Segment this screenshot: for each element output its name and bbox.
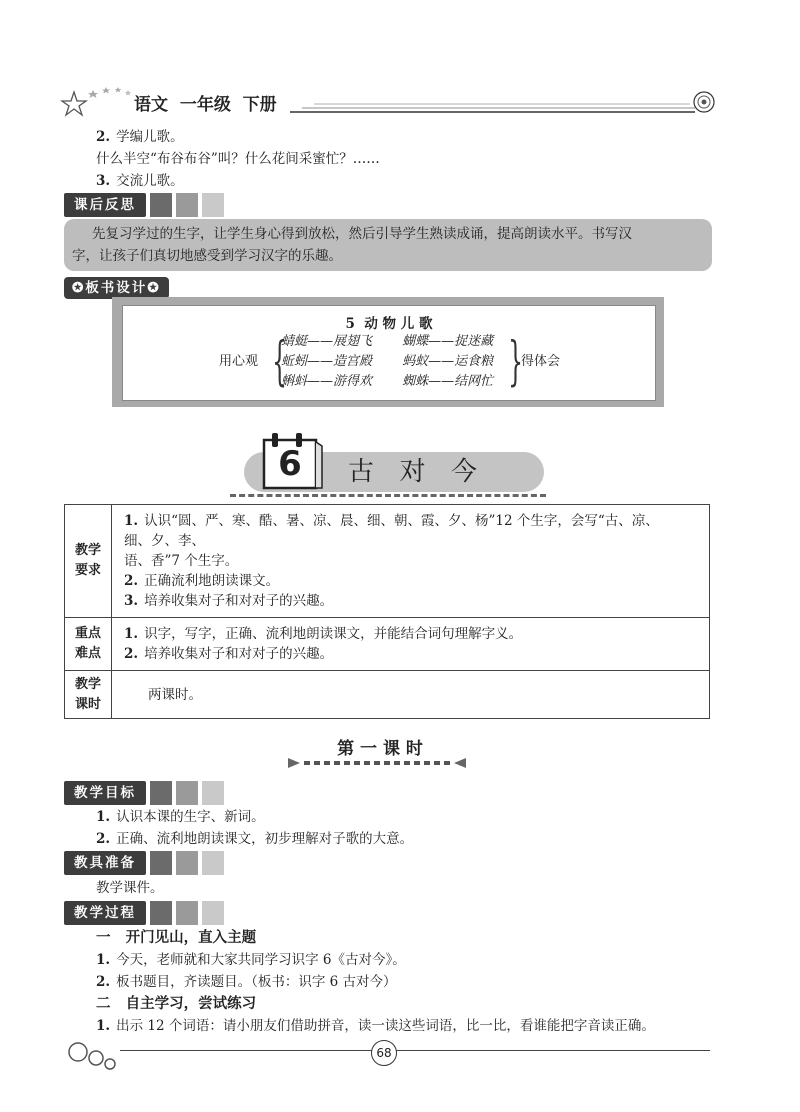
list-item: 什么半空“布谷布谷”叫？什么花间采蜜忙？…… xyxy=(96,151,380,167)
reflection-text: 字，让孩子们真切地感受到学习汉字的乐趣。 xyxy=(72,248,342,264)
left-brace: { xyxy=(272,332,287,392)
page-number: 68 xyxy=(371,1040,397,1066)
section-tag-goals: 教学目标 xyxy=(64,781,224,805)
reflection-text: 先复习学过的生字，让学生身心得到放松，然后引导学生熟读成诵，提高朗读水平。书写汉 xyxy=(92,226,632,242)
prep-text: 教学课件。 xyxy=(96,880,164,896)
star-icon: ✪ xyxy=(72,280,86,296)
board-left-label: 用心观 xyxy=(219,354,259,369)
step-heading: 一 开门见山，直入主题 xyxy=(96,930,257,946)
header-rule xyxy=(290,88,720,120)
section-tag-reflection: 课后反思 xyxy=(64,193,224,217)
right-brace: } xyxy=(508,332,523,392)
lesson-number: 6 xyxy=(278,444,302,484)
section-tag-board: ✪板书设计✪ xyxy=(64,277,169,299)
list-item: 2. 板书题目，齐读题目。（板书：识字 6 古对今） xyxy=(96,974,397,990)
star-decoration-icon xyxy=(60,80,140,120)
footer-circles-icon xyxy=(64,1036,134,1072)
board-row: 蚯蚓——造宫殿 蚂蚁——运食粮 xyxy=(281,354,494,369)
section-tag-process: 教学过程 xyxy=(64,901,224,925)
board-frame xyxy=(112,297,664,407)
board-title: 5 动 物 儿 歌 xyxy=(345,316,433,332)
footer-rule xyxy=(120,1050,710,1051)
lesson-banner xyxy=(230,430,546,498)
row-content: 1. 识字，写字，正确、流利地朗读课文，并能结合词句理解字义。 2. 培养收集对子和对对子的兴趣。 xyxy=(112,618,710,671)
star-icon: ✪ xyxy=(147,280,161,296)
list-item: 3. 交流儿歌。 xyxy=(96,173,184,189)
row-header: 重点 难点 xyxy=(65,618,112,671)
info-table xyxy=(64,504,710,719)
reflection-box xyxy=(64,219,712,271)
step-heading: 二 自主学习，尝试练习 xyxy=(96,996,257,1012)
section-title: 第 一 课 时 xyxy=(337,739,423,759)
row-header: 教学 要求 xyxy=(65,505,112,618)
header-title: 语文 一年级 下册 xyxy=(134,95,277,115)
page-header xyxy=(60,80,720,120)
banner-dash xyxy=(230,494,546,497)
lesson-title: 古 对 今 xyxy=(348,457,481,487)
list-item: 2. 正确、流利地朗读课文，初步理解对子歌的大意。 xyxy=(96,831,414,847)
row-content: 两课时。 xyxy=(112,671,710,719)
table-row xyxy=(65,505,710,618)
section-title-underline xyxy=(288,756,468,770)
row-header: 教学 课时 xyxy=(65,671,112,719)
board-panel xyxy=(122,305,656,401)
list-item: 1. 今天，老师就和大家共同学习识字 6《古对今》。 xyxy=(96,952,406,968)
table-row xyxy=(65,618,710,671)
board-right-label: 得体会 xyxy=(521,354,561,369)
row-content: 1. 认识“圆、严、寒、酷、暑、凉、晨、细、朝、霞、夕、杨”12 个生字，会写“古、凉、细、夕、李、 语、香”7 个生字。 2. 正确流利地朗读课文。 3. 培养收集对子和对对子的兴趣。 xyxy=(112,505,710,618)
board-row: 蜻蜓——展翅飞 蝴蝶——捉迷藏 xyxy=(281,334,494,349)
list-item: 2. 学编儿歌。 xyxy=(96,129,184,145)
list-item: 1. 认识本课的生字、新词。 xyxy=(96,809,265,825)
section-tag-prep: 教具准备 xyxy=(64,851,224,875)
table-row xyxy=(65,671,710,719)
board-row: 蝌蚪——游得欢 蜘蛛——结网忙 xyxy=(281,374,494,389)
list-item: 1. 出示 12 个词语：请小朋友们借助拼音，读一读这些词语，比一比，看谁能把字音读正确。 xyxy=(96,1018,655,1034)
